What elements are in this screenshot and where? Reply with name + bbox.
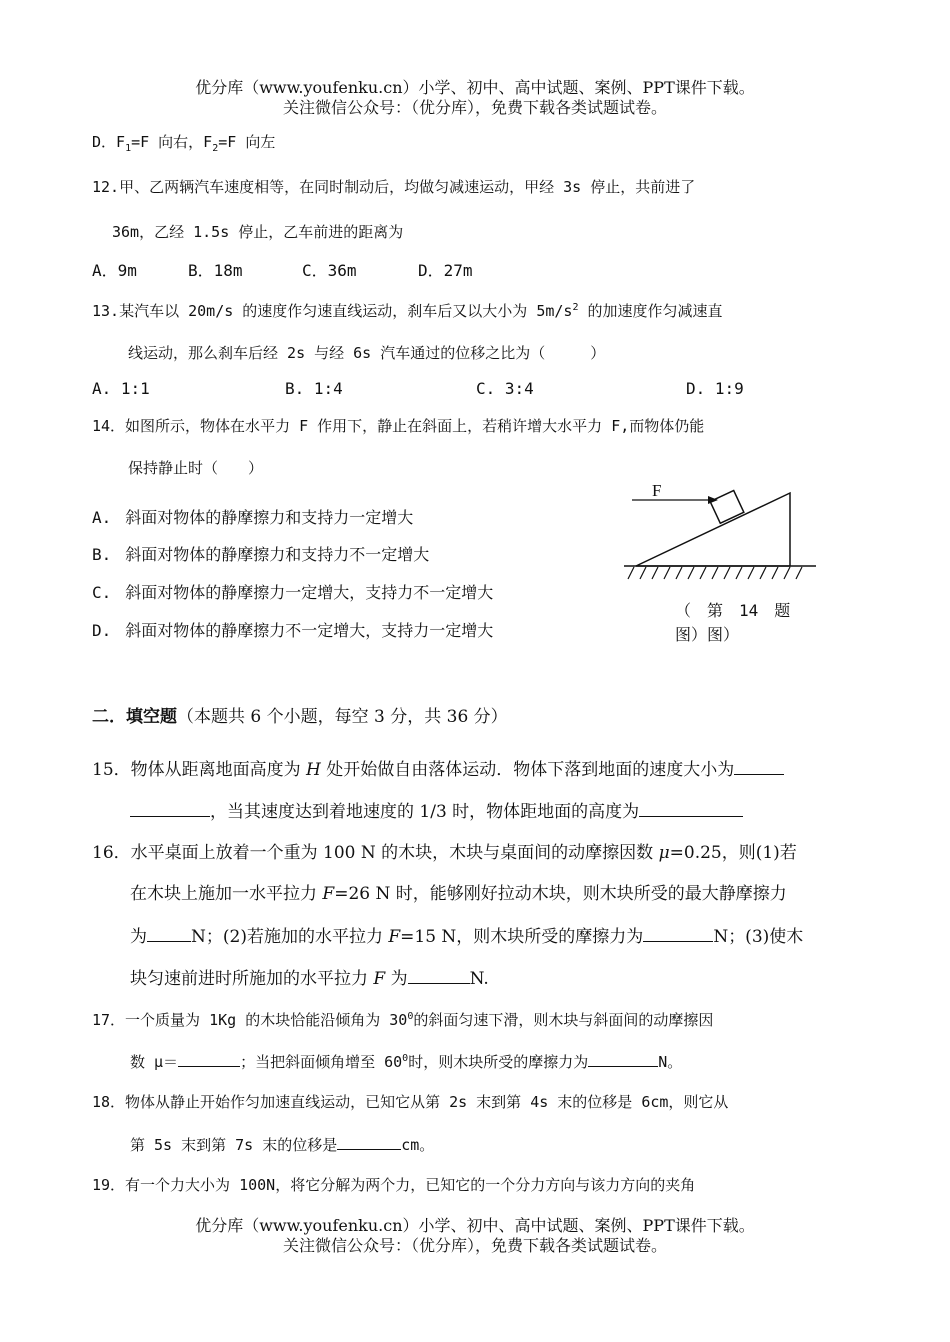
q14-option-a: A. 斜面对物体的静摩擦力和支持力一定增大 xyxy=(92,508,414,527)
q13-option-c: C. 3:4 xyxy=(476,379,534,398)
q14-option-d: D. 斜面对物体的静摩擦力不一定增大，支持力一定增大 xyxy=(92,621,494,640)
q14-option-b: B. 斜面对物体的静摩擦力和支持力不一定增大 xyxy=(92,545,430,564)
q16-blank-2[interactable] xyxy=(643,925,713,942)
q16-blank-3[interactable] xyxy=(408,967,470,984)
q15-blank-1b[interactable] xyxy=(130,800,210,817)
q16-line-1: 16．水平桌面上放着一个重为 100 N 的木块，木块与桌面间的动摩擦因数 μ=0.25，则(1)若 xyxy=(92,843,797,863)
q12-line-1: 12.甲、乙两辆汽车速度相等，在同时制动后，均做匀减速运动，甲经 3s 停止，共前进了 xyxy=(92,178,696,196)
q16-line-2: 在木块上施加一水平拉力 F=26 N 时，能够刚好拉动木块，则木块所受的最大静摩擦力 xyxy=(130,884,787,904)
q17-blank-1[interactable] xyxy=(178,1050,240,1067)
q11-option-d: D．$F_1=F$ 向右，$F_2=F$ 向左 xyxy=(92,133,276,154)
q13-option-b: B. 1:4 xyxy=(285,379,343,398)
q16-blank-1[interactable] xyxy=(147,925,191,942)
q19-line-1: 19．有一个力大小为 100N，将它分解为两个力，已知它的一个分力方向与该力方向的夹角 xyxy=(92,1176,696,1194)
q14-incline-figure xyxy=(620,478,830,588)
q16-line-4: 块匀速前进时所施加的水平拉力 F 为 N. xyxy=(130,969,489,989)
q15-blank-1a[interactable] xyxy=(734,758,784,775)
section-2-heading: 二．填空题（本题共 6 个小题，每空 3 分，共 36 分） xyxy=(92,707,508,727)
q15-line-1: 15．物体从距离地面高度为 H 处开始做自由落体运动．物体下落到地面的速度大小为 xyxy=(92,758,784,781)
q12-option-b: B．18m xyxy=(188,261,243,280)
force-label: F xyxy=(652,481,662,500)
q18-line-1: 18．物体从静止开始作匀加速直线运动，已知它从第 2s 末到第 4s 末的位移是 6cm，则它从 xyxy=(92,1093,729,1111)
q12-option-c: C．36m xyxy=(302,261,357,280)
q18-line-2: 第 5s 末到第 7s 末的位移是 cm。 xyxy=(130,1133,434,1156)
q12-line-2: 36m，乙经 1.5s 停止，乙车前进的距离为 xyxy=(112,223,404,241)
header-line-1: 优分库（www.youfenku.cn）小学、初中、高中试题、案例、PPT课件下载。 xyxy=(195,78,755,97)
q17-blank-2[interactable] xyxy=(588,1050,658,1067)
q13-line-2: 线运动，那么刹车后经 2s 与经 6s 汽车通过的位移之比为（ ） xyxy=(128,344,606,362)
footer-line-1: 优分库（www.youfenku.cn）小学、初中、高中试题、案例、PPT课件下载。 xyxy=(195,1216,755,1235)
header-line-2: 关注微信公众号：（优分库），免费下载各类试题试卷。 xyxy=(282,98,667,117)
q14-line-2: 保持静止时（ ） xyxy=(128,459,264,477)
q13-option-d: D. 1:9 xyxy=(686,379,744,398)
q15-line-2: ，当其速度达到着地速度的 1/3 时，物体距地面的高度为 xyxy=(130,800,743,823)
q13-line-1: 13.某汽车以 20m/s 的速度作匀速直线运动，刹车后又以大小为 $5m/s^2$ 的加速度作匀减速直 xyxy=(92,302,723,320)
q17-line-2: 数 μ＝ ；当把斜面倾角增至 $60^0$时，则木块所受的摩擦力为 N。 xyxy=(130,1050,682,1073)
ground-hatching xyxy=(628,567,802,579)
q13-option-a: A. 1:1 xyxy=(92,379,150,398)
q12-option-d: D．27m xyxy=(418,261,473,280)
q14-caption-line-1: （ 第 14 题 xyxy=(675,601,791,620)
block xyxy=(710,491,744,524)
q14-line-1: 14．如图所示，物体在水平力 F 作用下，静止在斜面上，若稍许增大水平力 F,而物体仍能 xyxy=(92,417,705,435)
q14-caption-line-2: 图）图） xyxy=(675,625,740,644)
q17-line-1: 17．一个质量为 1Kg 的木块恰能沿倾角为 $30^0$的斜面匀速下滑，则木块与斜面间的动摩擦因 xyxy=(92,1011,714,1029)
q12-option-a: A．9m xyxy=(92,261,137,280)
q14-option-c: C. 斜面对物体的静摩擦力一定增大，支持力不一定增大 xyxy=(92,583,494,602)
footer-line-2: 关注微信公众号：（优分库），免费下载各类试题试卷。 xyxy=(282,1236,667,1255)
q18-blank-1[interactable] xyxy=(337,1133,401,1150)
q16-line-3: 为 N；(2)若施加的水平拉力 F=15 N，则木块所受的摩擦力为 N；(3)使木 xyxy=(130,927,804,947)
q15-blank-2[interactable] xyxy=(639,800,743,817)
